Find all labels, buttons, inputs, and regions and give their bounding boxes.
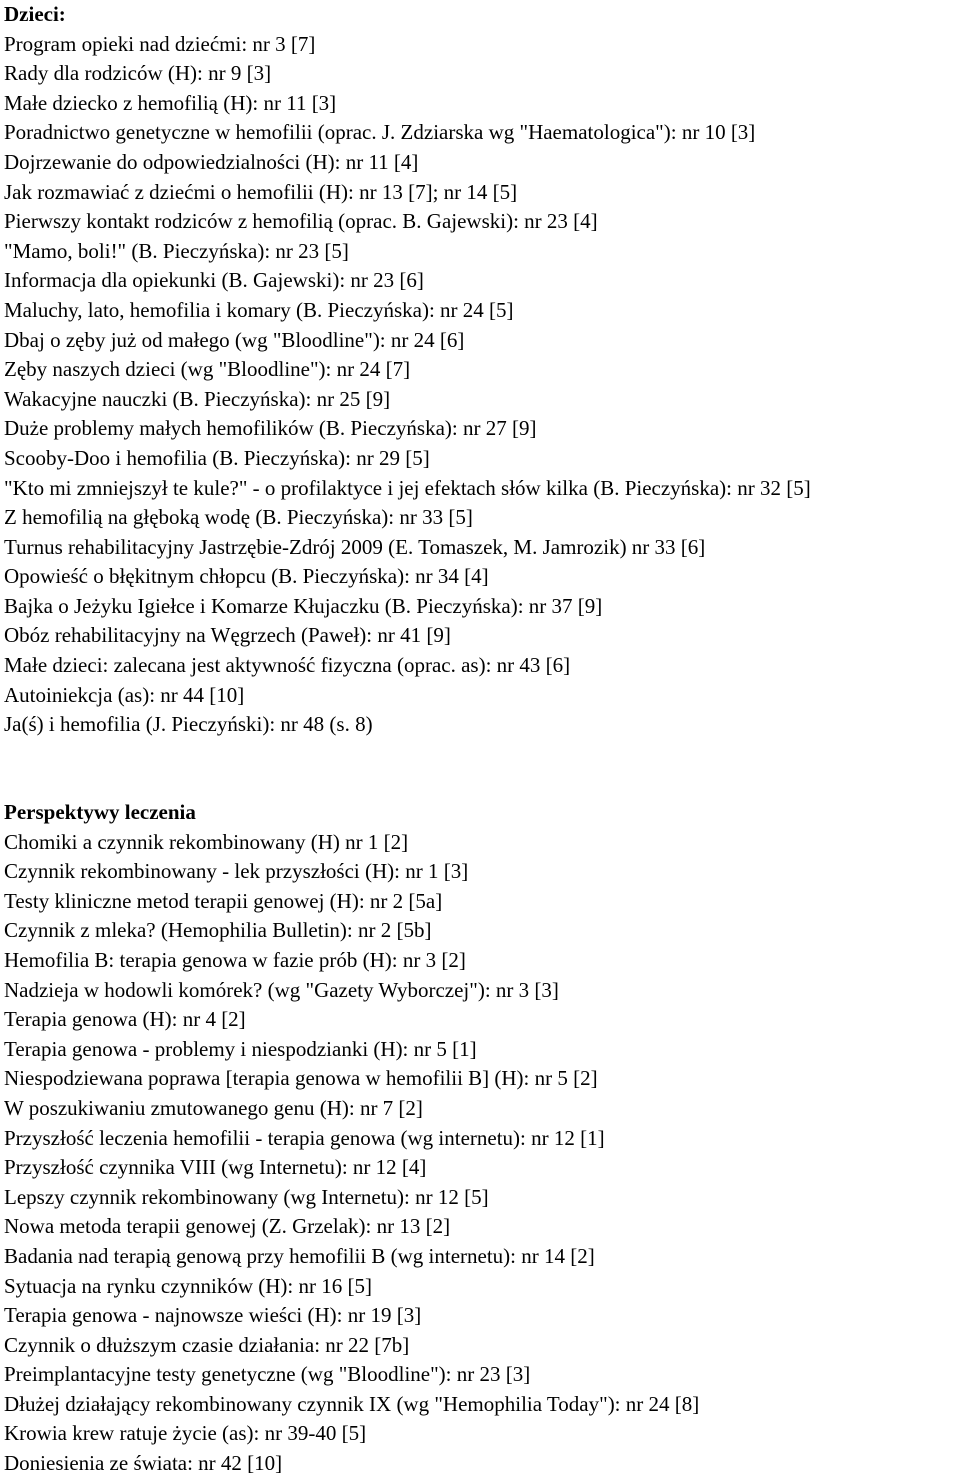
list-item: Bajka o Jeżyku Igiełce i Komarze Kłujaczku (B. Pieczyńska): nr 37 [9] [4, 593, 603, 618]
list-item: Dojrzewanie do odpowiedzialności (H): nr 11 [4] [4, 149, 419, 174]
list-item: Opowieść o błękitnym chłopcu (B. Pieczyńska): nr 34 [4] [4, 564, 489, 589]
list-item: Wakacyjne nauczki (B. Pieczyńska): nr 25 [9] [4, 386, 391, 411]
list-item: Ja(ś) i hemofilia (J. Pieczyński): nr 48 (s. 8) [4, 712, 373, 737]
list-item: Terapia genowa - najnowsze wieści (H): nr 19 [3] [4, 1303, 422, 1328]
list-item: Hemofilia B: terapia genowa w fazie prób (H): nr 3 [2] [4, 947, 466, 972]
list-item: Niespodziewana poprawa [terapia genowa w hemofilii B] (H): nr 5 [2] [4, 1066, 598, 1091]
list-item: Rady dla rodziców (H): nr 9 [3] [4, 61, 272, 86]
list-item: "Mamo, boli!" (B. Pieczyńska): nr 23 [5] [4, 238, 349, 263]
list-item: Z hemofilią na głęboką wodę (B. Pieczyńska): nr 33 [5] [4, 505, 473, 530]
list-item: Preimplantacyjne testy genetyczne (wg "Bloodline"): nr 23 [3] [4, 1362, 531, 1387]
list-item: Jak rozmawiać z dziećmi o hemofilii (H): nr 13 [7]; nr 14 [5] [4, 179, 518, 204]
list-item: Sytuacja na rynku czynników (H): nr 16 [5] [4, 1273, 372, 1298]
list-item: Terapia genowa (H): nr 4 [2] [4, 1007, 246, 1032]
list-item: Przyszłość czynnika VIII (wg Internetu): nr 12 [4] [4, 1155, 427, 1180]
section-title: Dzieci: [4, 2, 66, 26]
list-item: Czynnik z mleka? (Hemophilia Bulletin): nr 2 [5b] [4, 918, 432, 943]
list-item: Program opieki nad dziećmi: nr 3 [7] [4, 31, 316, 56]
list-item: Czynnik rekombinowany - lek przyszłości (H): nr 1 [3] [4, 859, 469, 884]
list-item: Badania nad terapią genową przy hemofilii B (wg internetu): nr 14 [2] [4, 1243, 595, 1268]
list-item: Testy kliniczne metod terapii genowej (H): nr 2 [5a] [4, 888, 443, 913]
list-item: Dbaj o zęby już od małego (wg "Bloodline"): nr 24 [6] [4, 327, 465, 352]
section-title: Perspektywy leczenia [4, 800, 196, 824]
list-item: Małe dziecko z hemofilią (H): nr 11 [3] [4, 90, 337, 115]
list-item: Informacja dla opiekunki (B. Gajewski): nr 23 [6] [4, 268, 424, 293]
list-item: Krowia krew ratuje życie (as): nr 39-40 [5] [4, 1421, 367, 1446]
list-item: Doniesienia ze świata: nr 42 [10] [4, 1451, 283, 1476]
list-item: Terapia genowa - problemy i niespodzianki (H): nr 5 [1] [4, 1036, 477, 1061]
list-item: "Kto mi zmniejszył te kule?" - o profilaktyce i jej efektach słów kilka (B. Pieczyńska): nr 32 [5] [4, 475, 811, 500]
list-item: Pierwszy kontakt rodziców z hemofilią (oprac. B. Gajewski): nr 23 [4] [4, 209, 598, 234]
list-item: Autoiniekcja (as): nr 44 [10] [4, 682, 245, 707]
list-item: Nowa metoda terapii genowej (Z. Grzelak): nr 13 [2] [4, 1214, 451, 1239]
list-item: Poradnictwo genetyczne w hemofilii (oprac. J. Zdziarska wg "Haematologica"): nr 10 [3] [4, 120, 756, 145]
list-item: Scooby-Doo i hemofilia (B. Pieczyńska): nr 29 [5] [4, 445, 430, 470]
list-item: Czynnik o dłuższym czasie działania: nr 22 [7b] [4, 1332, 410, 1357]
list-item: Lepszy czynnik rekombinowany (wg Internetu): nr 12 [5] [4, 1184, 489, 1209]
list-item: Turnus rehabilitacyjny Jastrzębie-Zdrój 2009 (E. Tomaszek, M. Jamrozik) nr 33 [6] [4, 534, 706, 559]
list-item: W poszukiwaniu zmutowanego genu (H): nr 7 [2] [4, 1095, 423, 1120]
list-item: Obóz rehabilitacyjny na Węgrzech (Paweł): nr 41 [9] [4, 623, 451, 648]
list-item: Maluchy, lato, hemofilia i komary (B. Pieczyńska): nr 24 [5] [4, 297, 514, 322]
list-item: Chomiki a czynnik rekombinowany (H) nr 1 [2] [4, 829, 409, 854]
section-dzieci [4, 0, 958, 740]
list-item: Duże problemy małych hemofilików (B. Pieczyńska): nr 27 [9] [4, 416, 537, 441]
list-item: Małe dzieci: zalecana jest aktywność fizyczna (oprac. as): nr 43 [6] [4, 653, 571, 678]
list-item: Nadzieja w hodowli komórek? (wg "Gazety Wyborczej"): nr 3 [3] [4, 977, 559, 1002]
list-item: Przyszłość leczenia hemofilii - terapia genowa (wg internetu): nr 12 [1] [4, 1125, 605, 1150]
section-perspektywy-leczenia [4, 798, 958, 1479]
list-item: Dłużej działający rekombinowany czynnik IX (wg "Hemophilia Today"): nr 24 [8] [4, 1391, 700, 1416]
list-item: Zęby naszych dzieci (wg "Bloodline"): nr 24 [7] [4, 357, 411, 382]
